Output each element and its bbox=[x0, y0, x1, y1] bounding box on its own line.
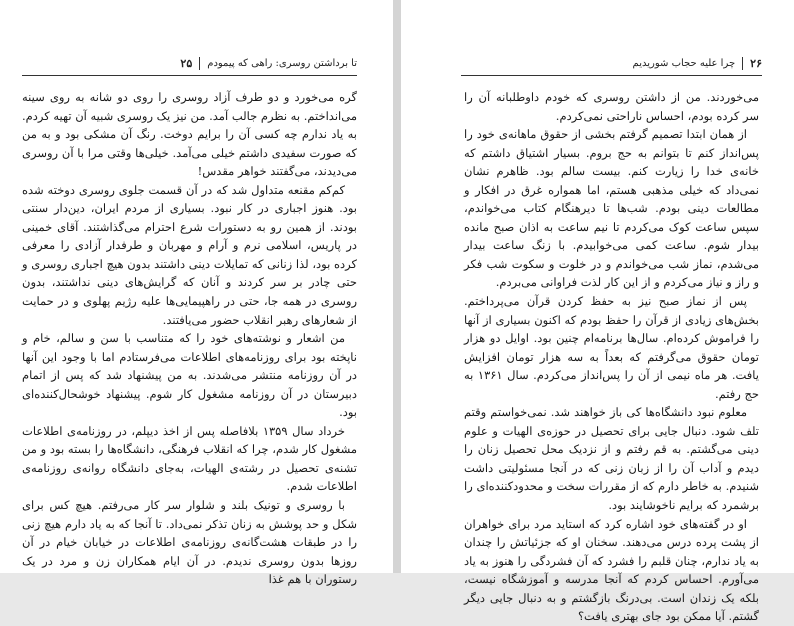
paragraph: معلوم نبود دانشگاه‌ها کی باز خواهند شد. نمی‌خواستم وقتم تلف شود. دنبال جایی برای تحصیل در حوزه‌ی الهیات و علوم دینی می‌گشتم. به قم رفتم و از نزدیک محل تحصیل زنان را دیدم و آداب آن را از زبان زنی که در آنجا مسئولیتی داشت شنیدم. به خاطر دارم که از مقررات سخت و محدودکننده‌ای را برشمرد که برایم ناخوشایند بود. bbox=[464, 405, 759, 513]
left-page-header bbox=[180, 56, 357, 70]
right-page-number: ۲۶ bbox=[750, 56, 762, 70]
left-running-head: تا برداشتن روسری: راهی که پیمودم bbox=[207, 57, 357, 69]
header-separator bbox=[199, 57, 200, 70]
paragraph: می‌خوردند. من از داشتن روسری که خودم داوطلبانه آن را سر کرده بودم، احساس ناراحتی نمی‌کردم. bbox=[464, 90, 759, 123]
header-rule bbox=[22, 75, 357, 76]
paragraph: با روسری و تونیک بلند و شلوار سر کار می‌رفتم. هیچ کس برای شکل و حد پوشش به زنان تذکر نمی‌داد. تا آنجا که به یاد دارم هیچ زنی را در طبقات هشت‌گانه‌ی روزنامه‌ی اطلاعات در خیابان خیام در آن روزها بدون روسری ندیدم. در آن ایام همکاران زن و مرد در یک رستوران با هم غذا bbox=[22, 498, 357, 587]
paragraph: از همان ابتدا تصمیم گرفتم بخشی از حقوق ماهانه‌ی خود را پس‌انداز کنم تا بتوانم به حج بروم. بسیار اشتیاق داشتم که خانه‌ی خدا را زیارت کنم. بیست سالم بود. ظاهرم نشان نمی‌داد که خیلی مذهبی هستم، اما همواره غرق در افکار و مطالعات دینی بودم. شب‌ها تا دیرهنگام کتاب می‌خواندم، سپس ساعت کوک می‌کردم تا نیم ساعت به اذان صبح مانده بیدار شوم. ساعت کمی می‌خوابیدم. با زنگ ساعت بیدار می‌شدم، نماز شب می‌خواندم و در خلوت و سکوت شب فکر و راز و نیاز می‌کردم و از این کار لذت فراوانی می‌بردم. bbox=[464, 127, 759, 290]
header-rule bbox=[461, 75, 762, 76]
right-running-head: چرا علیه حجاب شوریدیم bbox=[632, 57, 736, 69]
paragraph: او در گفته‌های خود اشاره کرد که استاید مرد برای خواهران از پشت پرده درس می‌دهند. سخنان او که جزئیاتش را چندان به یاد ندارم، چنان قلبم را فشرد که آن فشردگی را هنوز به یاد می‌آورم. احساس کردم که آنجا مدرسه و آموزشگاه نیست، بلکه یک زندان است. بی‌درنگ بازگشتم و به دنبال جایی دیگر گشتم. آیا ممکن بود جای بهتری یافت؟ bbox=[464, 516, 759, 624]
right-page bbox=[401, 0, 794, 624]
right-page-header bbox=[633, 56, 762, 70]
paragraph: گره می‌خورد و دو طرف آزاد روسری را روی دو شانه به روی سینه می‌انداختم. به نظرم جالب آمد. من نیز یک روسری شبیه آن تهیه کردم. به یاد ندارم چه کسی آن را برایم دوخت. رنگ آن مشکی بود و به من که صورت سفیدی داشتم خیلی می‌آمد. خیلی‌ها وقتی مرا با آن روسری می‌دیدند، می‌گفتند خواهر مقدس! bbox=[22, 90, 357, 179]
header-separator bbox=[742, 57, 743, 70]
paragraph: کم‌کم مقنعه متداول شد که در آن قسمت جلوی روسری دوخته شده بود. هنوز اجباری در کار نبود. بسیاری از مردم ایران، دین‌دار سنتی بودند. از همین رو به دستورات شرع احترام می‌گذاشتند. آقای خمینی در پاریس، اسلامی نرم و آرام و مهربان و طرفدار آزادی را معرفی کرده بود، لذا زنانی که تمایلات دینی داشتند بدون هیچ اجباری روسری و حتی چادر بر سر کردند و آنان که گرایش‌های دینی نداشتند، بدون روسری در همه جا، حتی در راهپیمایی‌ها علیه رژیم پهلوی و در حمایت از شعارهای رهبر انقلاب حضور می‌یافتند. bbox=[22, 182, 357, 327]
left-page-number: ۲۵ bbox=[180, 56, 193, 70]
left-page bbox=[0, 0, 393, 587]
book-gutter bbox=[393, 0, 401, 573]
paragraph: پس از نماز صبح نیز به حفظ کردن قرآن می‌پرداختم. بخش‌های زیادی از قرآن را حفظ بودم که اکنون بسیاری از آنها را فراموش کرده‌ام. سال‌ها برنامه‌ام چنین بود. اوایل دو هزار تومان حقوق می‌گرفتم که بعداً به سه هزار تومان افزایش یافت. هر ماه نیمی از آن را پس‌انداز می‌کردم. سال ۱۳۶۱ به حج رفتم. bbox=[464, 294, 759, 401]
left-page-body bbox=[22, 88, 357, 589]
paragraph: من اشعار و نوشته‌های خود را که متناسب با سن و سالم، خام و ناپخته بود برای روزنامه‌های اطلاعات می‌فرستادم اما با وجود این آنها در آن روزنامه منتشر می‌شدند. به من پیشنهاد شد که پس از اتمام دبیرستان در آن روزنامه مشغول کار شوم. پیشنهاد خوشحال‌کننده‌ای بود. bbox=[22, 331, 357, 420]
right-page-body bbox=[464, 88, 759, 626]
paragraph: خرداد سال ۱۳۵۹ بلافاصله پس از اخذ دیپلم، در روزنامه‌ی اطلاعات مشغول کار شدم، چرا که انقلاب فرهنگی، دانشگاه‌ها را بسته بود و من تشنه‌ی تحصیل در رشته‌ی الهیات، به‌جای دانشگاه روانه‌ی روزنامه‌ی اطلاعات شدم. bbox=[22, 423, 357, 494]
